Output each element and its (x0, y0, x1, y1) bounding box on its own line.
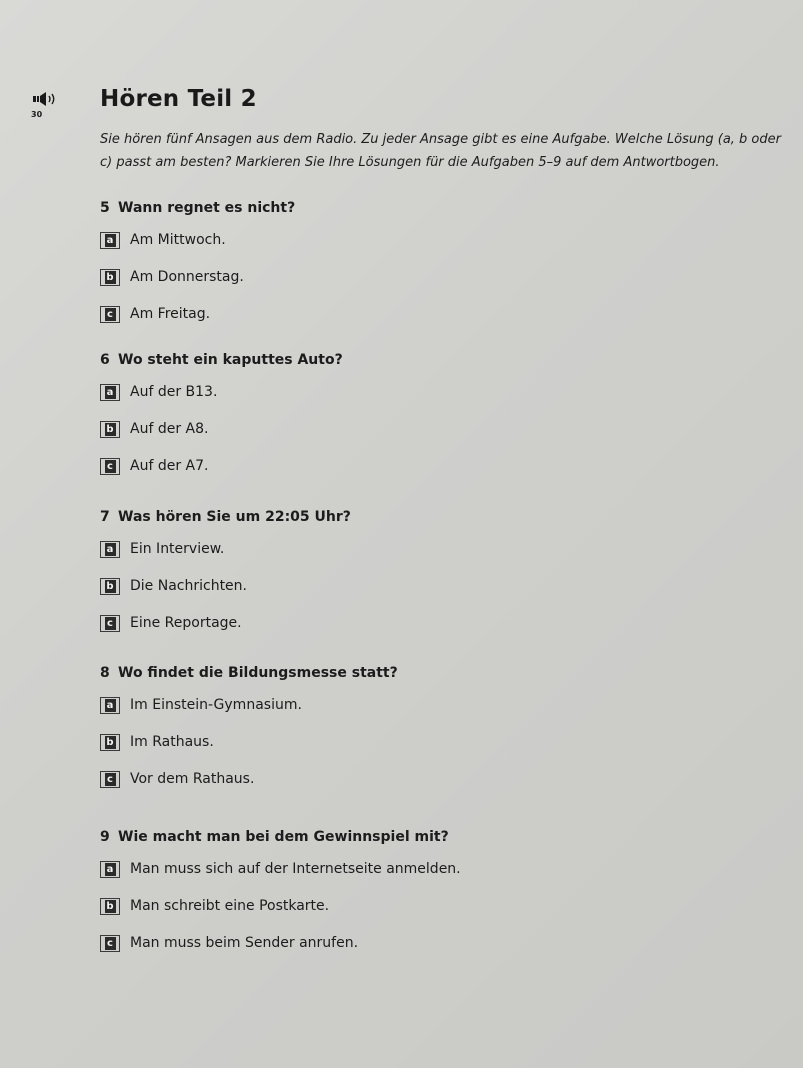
option-text: Die Nachrichten. (130, 578, 247, 594)
option-checkbox[interactable]: a (100, 697, 120, 714)
option-checkbox[interactable]: b (100, 269, 120, 286)
question-number: 9 (100, 829, 110, 845)
question-6 (100, 352, 740, 493)
option-6b[interactable] (100, 419, 740, 439)
option-checkbox[interactable]: c (100, 935, 120, 952)
option-text: Man schreibt eine Postkarte. (130, 898, 330, 914)
option-8b[interactable] (100, 732, 740, 752)
option-checkbox[interactable]: b (100, 421, 120, 438)
option-6a[interactable] (100, 382, 740, 402)
option-text: Am Mittwoch. (130, 232, 226, 248)
option-text: Im Einstein-Gymnasium. (130, 697, 302, 713)
option-5b[interactable] (100, 267, 740, 287)
option-checkbox[interactable]: c (100, 771, 120, 788)
question-number: 5 (100, 200, 110, 216)
option-text: Am Freitag. (130, 306, 211, 322)
question-number: 8 (100, 665, 110, 681)
question-text (100, 200, 740, 216)
option-9a[interactable] (100, 859, 740, 879)
option-9b[interactable] (100, 896, 740, 916)
option-text: Ein Interview. (130, 541, 225, 557)
option-5a[interactable] (100, 230, 740, 250)
option-checkbox[interactable]: b (100, 898, 120, 915)
option-text: Man muss sich auf der Internetseite anmelden. (130, 861, 461, 877)
question-label: Was hören Sie um 22:05 Uhr? (118, 509, 351, 525)
option-7c[interactable] (100, 613, 740, 633)
option-5c[interactable] (100, 304, 740, 324)
question-label: Wo findet die Bildungsmesse statt? (118, 665, 398, 681)
option-text: Man muss beim Sender anrufen. (130, 935, 359, 951)
audio-track-marker (30, 92, 64, 120)
option-checkbox[interactable]: a (100, 861, 120, 878)
instructions-text: Sie hören fünf Ansagen aus dem Radio. Zu jeder Ansage gibt es eine Aufgabe. Welche Lösung (a, b oder c) passt am besten? Markieren Sie Ihre Lösungen für die Aufgaben 5–9 auf dem Antwortbogen. (100, 132, 781, 170)
option-text: Auf der A7. (130, 458, 209, 474)
question-label: Wie macht man bei dem Gewinnspiel mit? (118, 829, 449, 845)
question-number: 7 (100, 509, 110, 525)
speaker-icon (32, 92, 62, 106)
question-number: 6 (100, 352, 110, 368)
option-checkbox[interactable]: c (100, 306, 120, 323)
option-text: Im Rathaus. (130, 734, 214, 750)
option-8a[interactable] (100, 695, 740, 715)
question-text (100, 352, 740, 368)
option-checkbox[interactable]: c (100, 615, 120, 632)
option-9c[interactable] (100, 933, 740, 953)
question-7 (100, 509, 740, 650)
question-text (100, 665, 740, 681)
option-6c[interactable] (100, 456, 740, 476)
option-checkbox[interactable]: a (100, 232, 120, 249)
track-number: 30 (31, 110, 43, 119)
option-checkbox[interactable]: b (100, 578, 120, 595)
option-text: Am Donnerstag. (130, 269, 244, 285)
question-text (100, 829, 740, 845)
option-8c[interactable] (100, 769, 740, 789)
option-text: Eine Reportage. (130, 615, 242, 631)
option-7b[interactable] (100, 576, 740, 596)
question-label: Wo steht ein kaputtes Auto? (118, 352, 343, 368)
option-text: Auf der B13. (130, 384, 218, 400)
question-label: Wann regnet es nicht? (118, 200, 296, 216)
question-8 (100, 665, 740, 806)
option-text: Auf der A8. (130, 421, 209, 437)
option-checkbox[interactable]: b (100, 734, 120, 751)
question-text (100, 509, 740, 525)
question-5 (100, 200, 740, 341)
option-7a[interactable] (100, 539, 740, 559)
option-text: Vor dem Rathaus. (130, 771, 255, 787)
option-checkbox[interactable]: a (100, 384, 120, 401)
page-title: Hören Teil 2 (100, 86, 257, 112)
question-9 (100, 829, 740, 970)
option-checkbox[interactable]: c (100, 458, 120, 475)
option-checkbox[interactable]: a (100, 541, 120, 558)
